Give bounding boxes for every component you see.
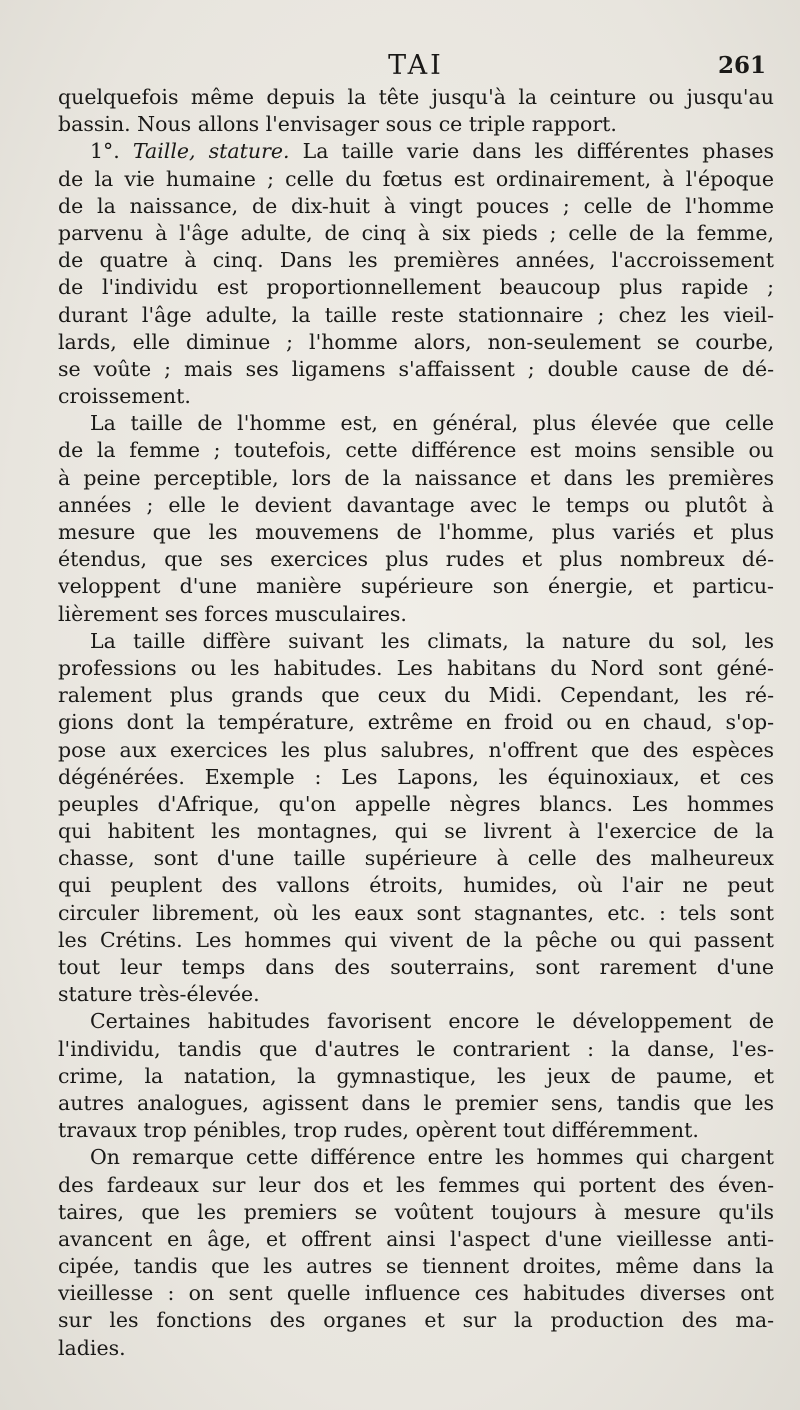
text-line: veloppent d'une manière supérieure son énergie, et particu- — [58, 574, 774, 599]
page-header — [58, 48, 774, 84]
text-line: cipée, tandis que les autres se tiennent droites, même dans la — [58, 1254, 774, 1279]
text-line: de la vie humaine ; celle du fœtus est ordinairement, à l'époque — [58, 166, 774, 191]
text-line: de l'individu est proportionnellement beaucoup plus rapide ; — [58, 275, 774, 300]
text-line: lards, elle diminue ; l'homme alors, non-seulement se courbe, — [58, 329, 774, 354]
text-line: des fardeaux sur leur dos et les femmes qui portent des éven- — [58, 1172, 774, 1197]
text-line: 1°. Taille, stature. La taille varie dans les différentes phases — [90, 139, 774, 164]
text-line: croissement. — [58, 384, 191, 409]
text-line: La taille diffère suivant les climats, la nature du sol, les — [90, 628, 774, 653]
text-line: travaux trop pénibles, trop rudes, opèrent tout différemment. — [58, 1118, 699, 1143]
text-line: crime, la natation, la gymnastique, les jeux de paume, et — [58, 1063, 774, 1088]
text-line: taires, que les premiers se voûtent toujours à mesure qu'ils — [58, 1199, 774, 1224]
text-line: dégénérées. Exemple : Les Lapons, les équinoxiaux, et ces — [58, 764, 774, 789]
text-line: quelquefois même depuis la tête jusqu'à la ceinture ou jusqu'au — [58, 85, 774, 109]
text-line: mesure que les mouvemens de l'homme, plus variés et plus — [58, 520, 774, 544]
text-line: durant l'âge adulte, la taille reste stationnaire ; chez les vieil- — [58, 302, 774, 327]
text-line: avancent en âge, et offrent ainsi l'aspect d'une vieillesse anti- — [58, 1226, 774, 1251]
text-line: Certaines habitudes favorisent encore le développement de — [90, 1009, 774, 1034]
text-line: l'individu, tandis que d'autres le contrarient : la danse, l'es- — [58, 1036, 774, 1061]
text-line: La taille de l'homme est, en général, plus élevée que celle — [90, 411, 774, 436]
text-line: de quatre à cinq. Dans les premières années, l'accroissement — [58, 248, 774, 273]
text-line: à peine perceptible, lors de la naissance et dans les premières — [58, 465, 774, 490]
text-line: tout leur temps dans des souterrains, sont rarement d'une — [58, 955, 774, 979]
text-line: autres analogues, agissent dans le premier sens, tandis que les — [58, 1090, 774, 1115]
text-line: gions dont la température, extrême en froid ou en chaud, s'op- — [58, 710, 774, 735]
text-line: de la naissance, de dix-huit à vingt pouces ; celle de l'homme — [58, 193, 774, 218]
text-line: lièrement ses forces musculaires. — [58, 601, 407, 626]
text-line: pose aux exercices les plus salubres, n'offrent que des espèces — [58, 737, 774, 762]
text-line: peuples d'Afrique, qu'on appelle nègres blancs. Les hommes — [58, 791, 774, 816]
text-line: sur les fonctions des organes et sur la production des ma- — [58, 1308, 774, 1333]
text-line: qui habitent les montagnes, qui se livrent à l'exercice de la — [58, 819, 774, 844]
text-line: années ; elle le devient davantage avec le temps ou plutôt à — [58, 492, 774, 517]
text-line: étendus, que ses exercices plus rudes et plus nombreux dé- — [58, 547, 774, 572]
text-line: qui peuplent des vallons étroits, humides, où l'air ne peut — [58, 873, 774, 898]
text-line: circuler librement, où les eaux sont stagnantes, etc. : tels sont — [58, 900, 774, 925]
text-line: professions ou les habitudes. Les habitans du Nord sont géné- — [58, 655, 774, 680]
text-line: bassin. Nous allons l'envisager sous ce triple rapport. — [58, 112, 617, 137]
text-line: se voûte ; mais ses ligamens s'affaissent ; double cause de dé- — [58, 356, 774, 381]
text-line: vieillesse : on sent quelle influence ces habitudes diverses ont — [58, 1281, 774, 1306]
text-line: ladies. — [58, 1335, 126, 1360]
text-line: chasse, sont d'une taille supérieure à celle des malheureux — [58, 846, 774, 871]
text-line: de la femme ; toutefois, cette différence est moins sensible ou — [58, 438, 774, 463]
text-line: ralement plus grands que ceux du Midi. Cependant, les ré- — [58, 683, 774, 708]
text-line: parvenu à l'âge adulte, de cinq à six pieds ; celle de la femme, — [58, 220, 774, 245]
body-text — [58, 84, 774, 1362]
running-head: TAI — [388, 50, 444, 81]
text-line: stature très-élevée. — [58, 982, 260, 1007]
text-line: les Crétins. Les hommes qui vivent de la pêche ou qui passent — [58, 927, 774, 952]
text-line: On remarque cette différence entre les hommes qui chargent — [90, 1145, 774, 1170]
page-number: 261 — [717, 52, 766, 79]
